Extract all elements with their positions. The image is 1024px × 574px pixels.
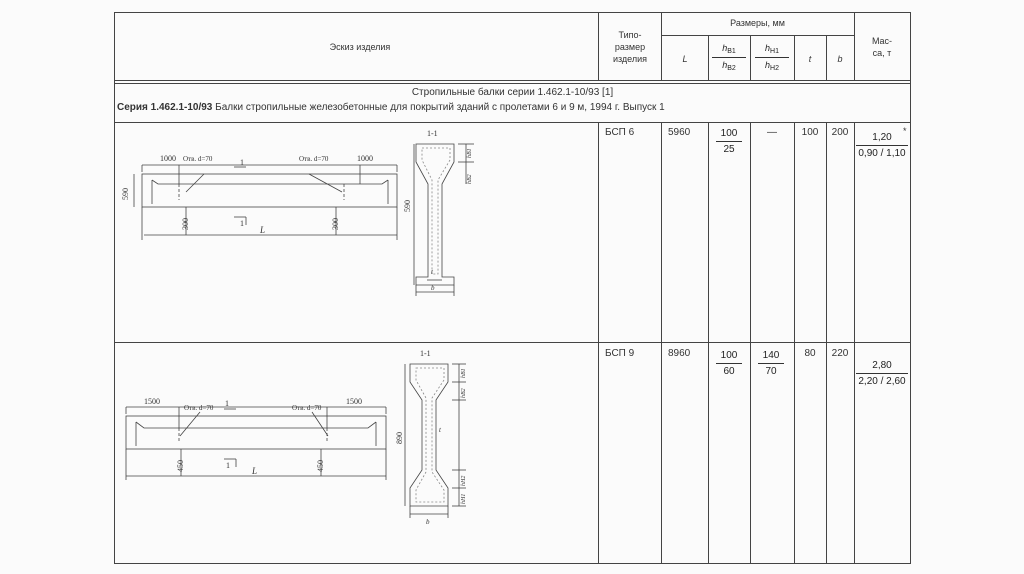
bsp6-dim-1000b: 1000 (357, 154, 373, 163)
bsp9-hh2: hН2 (461, 475, 467, 486)
row2-b: 220 (831, 348, 849, 359)
beam-bsp9-drawing (114, 342, 598, 562)
col-line-hb (750, 35, 751, 81)
row1-t: 100 (801, 127, 819, 138)
bsp6-section-title: 1-1 (427, 129, 438, 138)
bsp6-t-label: t (431, 268, 433, 276)
row2-hb: 100 60 (716, 350, 742, 377)
row1-b: 200 (831, 127, 849, 138)
header-hh: $h_{Н1}$ $h_{Н2}$ (755, 43, 789, 72)
bsp9-dim-1500b: 1500 (346, 397, 362, 406)
row1-hb: 100 25 (716, 128, 742, 155)
header-sizes: Размеры, мм (730, 18, 785, 28)
bsp6-section-mark: 1 (240, 158, 244, 167)
bsp9-hb1: hВ1 (461, 368, 467, 378)
header-L: L (682, 54, 688, 64)
col-line-t-body (826, 122, 827, 564)
bsp6-section-mark-2: 1 (240, 219, 244, 228)
col-line-L-body (708, 122, 709, 564)
table-border-top (114, 12, 911, 13)
section-series: Серия 1.462.1-10/93 Балки стропильные железобетонные для покрытий зданий с пролетами 6 и 9 м, 1994 г. Выпуск 1 (117, 102, 665, 113)
beam-bsp6-drawing (114, 122, 598, 342)
bsp6-height-590: 590 (121, 188, 130, 200)
bsp9-dim-1500a: 1500 (144, 397, 160, 406)
bsp9-b-label: b (426, 518, 430, 526)
row1-type: БСП 6 (605, 127, 635, 138)
bsp6-L-label: L (260, 225, 266, 235)
header-sketch: Эскиз изделия (329, 42, 391, 52)
bsp6-section-height-590: 590 (403, 200, 412, 212)
bsp9-beam-outline (126, 416, 386, 449)
bsp9-t-label: t (439, 426, 441, 434)
header-hb: $h_{В1}$ $h_{В2}$ (712, 43, 746, 72)
row1-L: 5960 (668, 127, 691, 138)
bsp6-dim-300a: 300 (181, 218, 190, 230)
bsp6-hole-b: Отв. d=70 (299, 155, 329, 163)
bsp6-dim-300b: 300 (331, 218, 340, 230)
row2-L: 8960 (668, 348, 691, 359)
row2-t: 80 (804, 348, 816, 359)
row2-hh: 140 70 (758, 350, 784, 377)
bsp9-dim-450a: 450 (176, 460, 185, 472)
bsp9-hh1: hН1 (461, 493, 467, 504)
bsp9-hole-a: Отв. d=70 (184, 404, 214, 412)
col-line-sketch-body (598, 122, 599, 564)
section-title: Стропильные балки серии 1.462.1-10/93 [1] (411, 87, 614, 98)
bsp6-hb2: hВ2 (467, 174, 473, 184)
table-border-bottom (114, 563, 911, 564)
bsp6-hb1: hВ1 (467, 148, 473, 158)
header-t: t (808, 54, 812, 64)
header-mass: Мас- са, т (871, 36, 893, 58)
header-type: Типо- размер изделия (612, 30, 648, 64)
header-bottom-line-double (114, 83, 911, 84)
bsp9-hole-b: Отв. d=70 (292, 404, 322, 412)
row1-mass-footnote: * (903, 126, 907, 136)
bsp9-hb2: hВ2 (461, 388, 467, 398)
bsp9-L-label: L (252, 466, 258, 476)
row1-hh: — (767, 127, 777, 138)
bsp9-height-890: 890 (395, 432, 404, 444)
bsp9-section-mark: 1 (225, 399, 229, 408)
bsp6-beam-outline (142, 174, 397, 207)
bsp6-dim-1000a: 1000 (160, 154, 176, 163)
bsp9-dim-450b: 450 (316, 460, 325, 472)
bsp9-section-mark-2: 1 (226, 461, 230, 470)
header-b: b (837, 54, 843, 64)
bsp9-section-outline (410, 364, 448, 506)
bsp9-section-title: 1-1 (420, 349, 431, 358)
bsp6-section-outline (416, 144, 454, 285)
col-line-L (708, 35, 709, 81)
col-line-hh-body (794, 122, 795, 564)
header-bottom-line (114, 80, 911, 81)
row2-mass: 2,80 2,20 / 2,60 (856, 360, 908, 387)
bsp6-hole-a: Отв. d=70 (183, 155, 213, 163)
col-line-sketch (598, 12, 599, 81)
col-line-type-body (661, 122, 662, 564)
row2-type: БСП 9 (605, 348, 635, 359)
row1-mass: 1,20 0,90 / 1,10 (856, 132, 908, 159)
bsp6-b-label: b (431, 284, 435, 292)
col-line-b-body (854, 122, 855, 564)
col-line-hb-body (750, 122, 751, 564)
